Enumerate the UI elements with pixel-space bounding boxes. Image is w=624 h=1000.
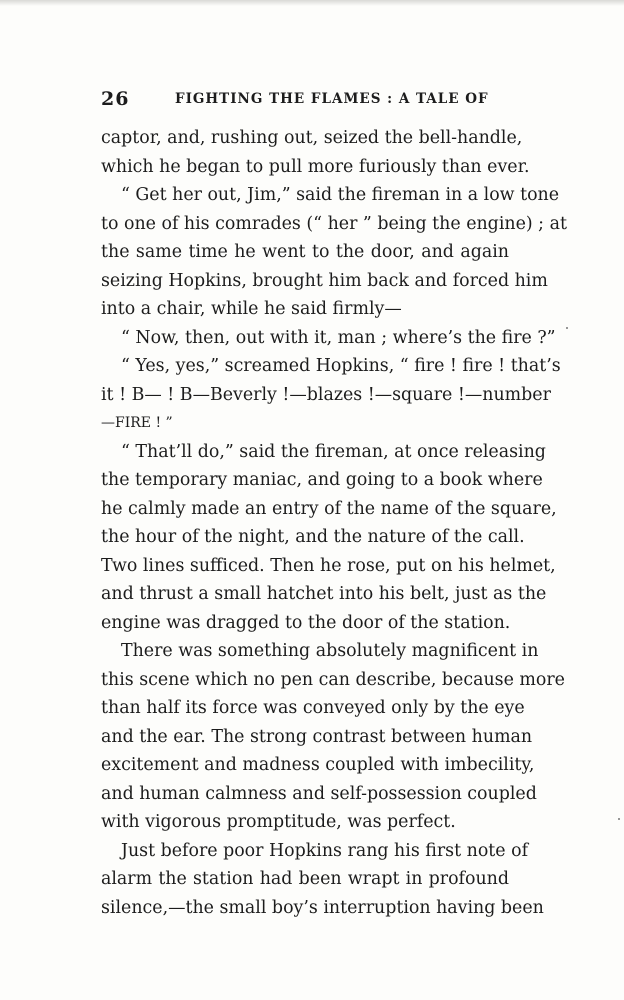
text-line: into a chair, while he said firmly— [101,299,402,319]
text-line: “ That’ll do,” said the fireman, at once releasing [121,441,546,462]
text-line: captor, and, rushing out, seized the bell-handle, [101,128,523,148]
text-line: excitement and madness coupled with imbecility, [101,755,535,775]
text-line: alarm the station had been wrapt in profound [101,869,509,889]
scan-shadow [0,0,624,6]
text-line: —FIRE ! ” [101,415,173,431]
text-line: Two lines sufficed. Then he rose, put on his helmet, [101,555,556,576]
text-line: this scene which no pen can describe, because more [101,669,565,690]
running-head: FIGHTING THE FLAMES : A TALE OF [175,91,489,107]
page-number: 26 [101,88,130,110]
text-line: to one of his comrades (“ her ” being the engine) ; at [101,213,567,234]
text-line: “ Yes, yes,” screamed Hopkins, “ fire ! fire ! that’s [121,356,561,376]
text-line: seizing Hopkins, brought him back and forced him [101,270,548,291]
text-line: There was something absolutely magnificent in [121,641,539,661]
text-line: engine was dragged to the door of the station. [101,612,511,633]
body-text [101,124,567,922]
text-line: and human calmness and self-possession coupled [101,783,537,804]
ink-speck [566,327,568,329]
text-line: with vigorous promptitude, was perfect. [101,812,456,832]
text-line: he calmly made an entry of the name of the square, [101,498,557,519]
text-line: which he began to pull more furiously than ever. [101,156,530,177]
text-line: the same time he went to the door, and again [101,242,509,262]
text-line: it ! B— ! B—Beverly !—blazes !—square !—number [101,384,551,405]
text-line: “ Now, then, out with it, man ; where’s the fire ?” [121,327,556,348]
page-header [101,88,509,112]
text-line: and thrust a small hatchet into his belt, just as the [101,584,547,604]
text-line: silence,—the small boy’s interruption having been [101,897,544,918]
text-line: the temporary maniac, and going to a book where [101,470,543,490]
ink-speck [618,818,620,820]
text-line: and the ear. The strong contrast between human [101,726,533,747]
text-line: “ Get her out, Jim,” said the fireman in a low tone [121,185,560,205]
text-line: Just before poor Hopkins rang his first note of [121,840,529,861]
text-line: than half its force was conveyed only by the eye [101,698,525,718]
text-line: the hour of the night, and the nature of the call. [101,527,525,547]
